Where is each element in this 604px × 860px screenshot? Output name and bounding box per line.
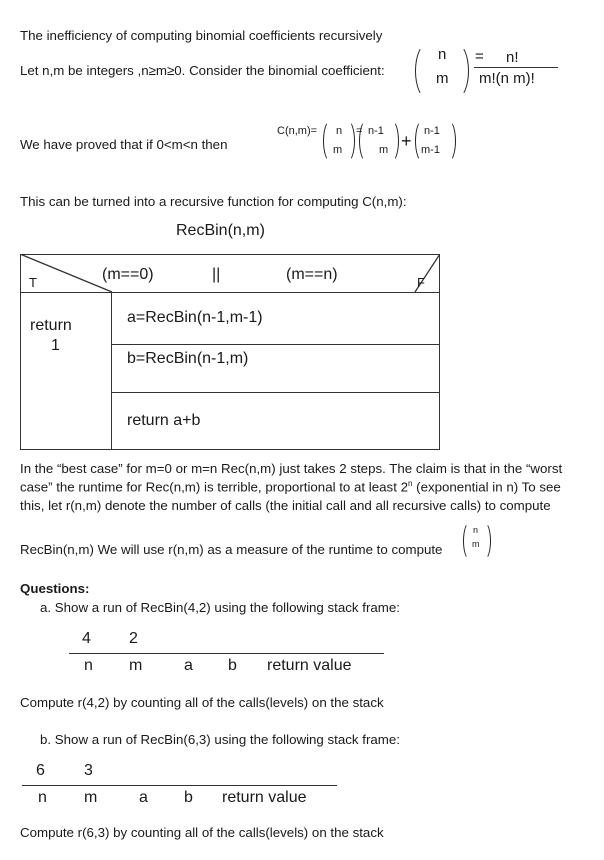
nsd-true-label: T <box>29 275 37 290</box>
frame-b-header-b: b <box>184 789 193 806</box>
nsd-stmt-2: b=RecBin(n-1,m) <box>127 350 249 367</box>
frame-b-header-a: a <box>139 789 148 806</box>
frame-a-header-n: n <box>84 657 93 674</box>
right-paren <box>446 44 469 98</box>
compute-b: Compute r(6,3) by counting all of the calls(levels) on the stack <box>20 825 384 840</box>
small-binom-bottom: m <box>472 539 480 549</box>
frame-a-header-b: b <box>228 657 237 674</box>
nsd-return-value: 1 <box>51 337 60 354</box>
recursive-intro: This can be turned into a recursive function for computing C(n,m): <box>20 194 407 209</box>
document-title: The inefficiency of computing binomial coefficients recursively <box>20 28 383 43</box>
left-paren <box>415 44 438 98</box>
nsd-sep-2 <box>111 392 440 393</box>
nsd-sep-1 <box>111 344 440 345</box>
para-line-2: case” the runtime for Rec(n,m) is terrible, proportional to at least 2$^n$ (exponential in n) To see <box>20 479 561 495</box>
frame-a-header-return: return value <box>267 657 352 674</box>
para-line-4: RecBin(n,m) We will use r(n,m) as a measure of the runtime to compute <box>20 542 443 557</box>
nsd-stmt-1: a=RecBin(n-1,m-1) <box>127 309 263 326</box>
compute-a: Compute r(4,2) by counting all of the calls(levels) on the stack <box>20 695 384 710</box>
nsd-cond-right: (m==n) <box>286 266 338 283</box>
proved-intro: We have proved that if 0<m<n then <box>20 137 228 152</box>
binom-top: n <box>438 46 447 63</box>
frame-b-line <box>22 785 337 786</box>
nsd-cond-left: (m==0) <box>102 266 154 283</box>
frame-b-value-n: 6 <box>36 762 45 779</box>
frame-a-value-n: 4 <box>82 630 91 647</box>
binom-bottom: m <box>436 70 449 87</box>
frame-a-line <box>69 653 384 654</box>
frame-a-header-a: a <box>184 657 193 674</box>
term3-bottom: m-1 <box>421 144 440 156</box>
nsd-title: RecBin(n,m) <box>176 222 265 239</box>
frame-b-header-return: return value <box>222 789 307 806</box>
term2-bottom: m <box>379 144 389 156</box>
nsd-stmt-3: return a+b <box>127 412 201 429</box>
frame-b-header-m: m <box>84 789 98 806</box>
question-a: a. Show a run of RecBin(4,2) using the following stack frame: <box>40 600 400 615</box>
nsd-return-keyword: return <box>30 317 72 334</box>
frame-b-header-n: n <box>38 789 47 806</box>
term1-bottom: m <box>333 144 343 156</box>
binom-denominator: m!(n m)! <box>479 70 535 87</box>
para-line-3: this, let r(n,m) denote the number of calls (the initial call and all recursive calls) to compute <box>20 498 551 513</box>
fraction-bar <box>474 67 558 68</box>
frame-a-value-m: 2 <box>129 630 138 647</box>
term1-top: n <box>336 125 343 137</box>
term2-top: n-1 <box>368 125 384 137</box>
binomial-intro: Let n,m be integers ,n≥m≥0. Consider the binomial coefficient: <box>20 63 385 78</box>
questions-heading: Questions: <box>20 581 90 596</box>
nsd-cond-or: || <box>212 266 221 283</box>
binom-numerator: n! <box>506 49 519 66</box>
small-binom-top: n <box>473 525 479 535</box>
term3-top: n-1 <box>424 125 440 137</box>
binom-eq: = <box>475 48 484 65</box>
question-b: b. Show a run of RecBin(6,3) using the following stack frame: <box>40 732 400 747</box>
para-line-1: In the “best case” for m=0 or m=n Rec(n,m) just takes 2 steps. The claim is that in the “worst <box>20 461 563 476</box>
frame-b-value-m: 3 <box>84 762 93 779</box>
nsd-diagonals <box>20 254 440 294</box>
frame-a-header-m: m <box>129 657 143 674</box>
nsd-false-label: F <box>417 275 425 290</box>
recurrence-eq: = <box>356 125 363 137</box>
nsd-branch-divider <box>111 292 112 449</box>
recurrence-plus: + <box>401 131 412 151</box>
recurrence-lhs: C(n,m)= <box>277 125 318 137</box>
